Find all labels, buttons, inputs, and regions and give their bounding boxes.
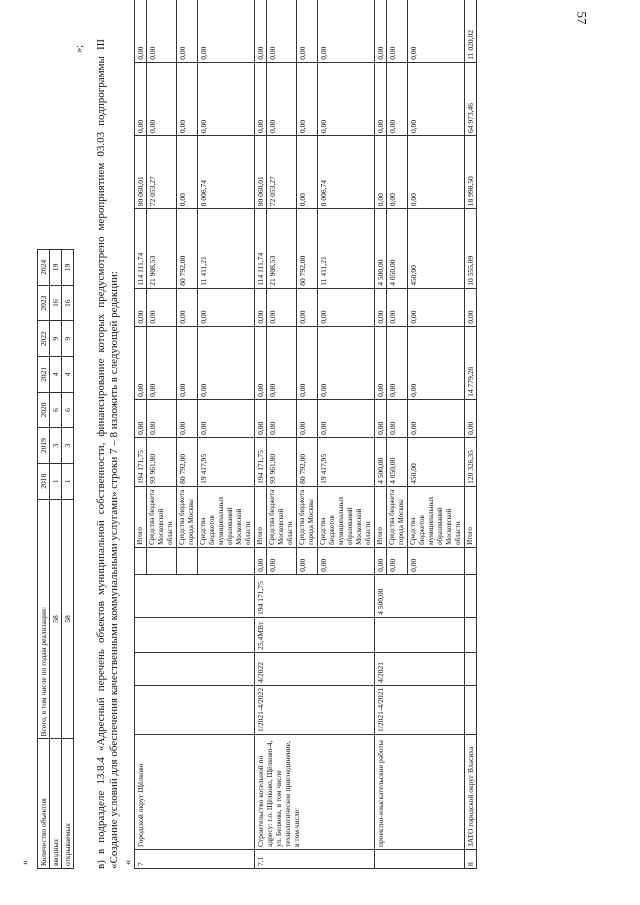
year-amount: 0,00 — [375, 136, 387, 209]
funded-amount — [198, 547, 255, 574]
header-cell: 2019 — [38, 428, 50, 464]
document-body — [20, 25, 477, 875]
funding-source: Средства бюджета Московской области — [267, 486, 297, 547]
year-amount: 0,00 — [318, 399, 375, 437]
commissioning-date — [465, 652, 477, 685]
year-amount: 0,00 — [387, 399, 408, 437]
year-amount: 0,00 — [267, 326, 297, 399]
year-amount: 64 973,46 — [465, 62, 477, 135]
object-name: проектно-изыскательские работы — [375, 735, 465, 850]
estimated-cost: 194 171,75 — [255, 574, 375, 617]
year-amount: 0,00 — [177, 136, 198, 209]
table-cell: 4 — [62, 357, 74, 393]
total-amount: 194 171,75 — [255, 437, 267, 486]
header-cell: 2024 — [38, 250, 50, 286]
total-amount: 80 792,00 — [297, 437, 318, 486]
year-amount: 0,00 — [297, 288, 318, 326]
year-amount: 72 053,27 — [267, 136, 297, 209]
year-amount: 0,00 — [408, 288, 465, 326]
header-cell: 2022 — [38, 321, 50, 357]
year-amount: 0,00 — [177, 399, 198, 437]
funding-source: Средства бюджета города Москвы — [297, 486, 318, 547]
funding-source: Итого — [255, 486, 267, 547]
funded-amount — [135, 547, 147, 574]
object-name: Городской округ Щёлково — [135, 735, 255, 850]
funding-source: Средства бюджетов муниципальных образований Московской области — [198, 486, 255, 547]
year-amount: 0,00 — [318, 288, 375, 326]
year-amount: 0,00 — [177, 62, 198, 135]
year-amount: 0,00 — [375, 399, 387, 437]
funding-source: Средства бюджета города Москвы — [387, 486, 408, 547]
year-amount: 0,00 — [387, 136, 408, 209]
table-cell: 4 — [50, 357, 62, 393]
year-amount: 80 792,00 — [297, 209, 318, 288]
year-amount: 0,00 — [375, 326, 387, 399]
count-table-header — [38, 250, 50, 869]
funded-amount: 0,00 — [267, 547, 297, 574]
quote-open-2: « — [123, 860, 134, 865]
count-table-closing: »; — [74, 45, 85, 53]
year-amount: 10 555,09 — [465, 209, 477, 288]
funding-source: Средства бюджета города Москвы — [177, 486, 198, 547]
year-amount: 0,00 — [408, 399, 465, 437]
funded-amount — [465, 547, 477, 574]
table-cell: 19 — [50, 250, 62, 286]
object-name: ЗАТО городской округ Власиха — [465, 735, 477, 850]
year-amount: 0,00 — [297, 326, 318, 399]
address-list-table — [134, 0, 477, 869]
estimated-cost: 4 500,00 — [375, 574, 465, 617]
header-cell: Количество объектов — [38, 739, 50, 869]
year-amount: 0,00 — [297, 62, 318, 135]
year-amount: 0,00 — [318, 326, 375, 399]
table-cell: 9 — [62, 321, 74, 357]
total-amount: 80 792,00 — [177, 437, 198, 486]
year-amount: 0,00 — [198, 0, 255, 62]
year-amount: 0,00 — [255, 0, 267, 62]
year-amount: 450,00 — [408, 209, 465, 288]
funded-amount — [147, 547, 177, 574]
commissioning-date: 4/2022 — [255, 652, 375, 685]
table-cell: 3 — [50, 428, 62, 464]
year-amount: 0,00 — [387, 62, 408, 135]
year-amount: 0,00 — [147, 326, 177, 399]
year-amount: 0,00 — [135, 326, 147, 399]
year-amount: 80 060,01 — [135, 136, 147, 209]
total-amount: 19 417,95 — [198, 437, 255, 486]
year-amount: 0,00 — [135, 399, 147, 437]
year-amount: 0,00 — [198, 62, 255, 135]
page-number: 57 — [574, 11, 590, 25]
funded-amount: 0,00 — [297, 547, 318, 574]
year-amount: 0,00 — [318, 62, 375, 135]
commissioning-date: 4/2021 — [375, 652, 465, 685]
total-amount: 194 171,75 — [135, 437, 147, 486]
year-amount: 0,00 — [267, 0, 297, 62]
year-amount: 0,00 — [465, 288, 477, 326]
implementation-period: 1/2021-4/2021 — [375, 685, 465, 734]
year-amount: 0,00 — [255, 288, 267, 326]
year-amount: 0,00 — [147, 288, 177, 326]
year-amount: 80 060,01 — [255, 136, 267, 209]
year-amount: 0,00 — [375, 62, 387, 135]
year-amount: 0,00 — [147, 399, 177, 437]
year-amount: 0,00 — [297, 0, 318, 62]
funding-source: Итого — [465, 486, 477, 547]
capacity — [465, 617, 477, 652]
year-amount: 18 998,50 — [465, 136, 477, 209]
table-row — [62, 250, 74, 869]
year-amount: 0,00 — [255, 399, 267, 437]
row-label: вводных — [50, 739, 62, 869]
year-amount: 0,00 — [408, 136, 465, 209]
total-amount: 19 417,95 — [318, 437, 375, 486]
year-amount: 0,00 — [318, 0, 375, 62]
year-amount: 21 908,53 — [147, 209, 177, 288]
objects-count-table — [37, 249, 74, 869]
year-amount: 0,00 — [147, 62, 177, 135]
year-amount: 0,00 — [267, 62, 297, 135]
row-label: открываемых — [62, 739, 74, 869]
funding-source: Средства бюджетов муниципальных образований Московской области — [408, 486, 465, 547]
year-amount: 8 006,74 — [198, 136, 255, 209]
table-cell: 58 — [62, 499, 74, 739]
year-amount: 0,00 — [135, 0, 147, 62]
table-row — [135, 0, 147, 869]
table-cell: 16 — [62, 285, 74, 321]
year-amount: 0,00 — [198, 326, 255, 399]
year-amount: 0,00 — [267, 399, 297, 437]
table-cell: 19 — [62, 250, 74, 286]
year-amount: 0,00 — [297, 399, 318, 437]
implementation-period — [135, 685, 255, 734]
table-cell: 6 — [62, 392, 74, 428]
amendment-paragraph: в) в подразделе 13.8.4 «Адресный перечень объектов муниципальной собственности, финансирование которых предусмотрено мероприятием 03.03 подпрограммы III «Создание условий для обеспечения качественными коммунальными услугами» строки 7 – 8 изложить в следующей редакции: — [95, 39, 120, 869]
year-amount: 8 006,74 — [318, 136, 375, 209]
year-amount: 0,00 — [255, 62, 267, 135]
row-number: 7 — [135, 850, 255, 869]
total-amount: 4 050,00 — [387, 437, 408, 486]
year-amount: 0,00 — [177, 326, 198, 399]
total-amount: 93 961,80 — [267, 437, 297, 486]
year-amount: 4 050,00 — [387, 209, 408, 288]
year-amount: 11 411,21 — [318, 209, 375, 288]
year-amount: 0,00 — [408, 326, 465, 399]
header-cell: 2021 — [38, 357, 50, 393]
capacity — [375, 617, 465, 652]
funding-source: Средства бюджетов муниципальных образований Московской области — [318, 486, 375, 547]
capacity — [135, 617, 255, 652]
table-row — [465, 0, 477, 869]
row-number: 8 — [465, 850, 477, 869]
total-amount: 120 326,35 — [465, 437, 477, 486]
quote-open: « — [20, 860, 31, 865]
year-amount: 11 411,21 — [198, 209, 255, 288]
year-amount: 0,00 — [177, 288, 198, 326]
table-cell: 6 — [50, 392, 62, 428]
funded-amount — [177, 547, 198, 574]
implementation-period: 1/2021-4/2022 — [255, 685, 375, 734]
year-amount: 0,00 — [408, 62, 465, 135]
year-amount: 0,00 — [267, 288, 297, 326]
year-amount: 0,00 — [147, 0, 177, 62]
year-amount: 0,00 — [387, 288, 408, 326]
header-cell: 2020 — [38, 392, 50, 428]
object-name: Строительство котельной по адресу: г.о. Щёлково, Щёлково-4, ул. Беляева, в том числе технологическое присоединение, в том числе: — [255, 735, 375, 850]
year-amount: 72 053,27 — [147, 136, 177, 209]
year-amount: 0,00 — [387, 326, 408, 399]
year-amount: 4 500,00 — [375, 209, 387, 288]
implementation-period — [465, 685, 477, 734]
year-amount: 0,00 — [135, 62, 147, 135]
year-amount: 0,00 — [375, 0, 387, 62]
total-amount: 93 961,80 — [147, 437, 177, 486]
table-row — [255, 0, 267, 869]
funding-source: Итого — [135, 486, 147, 547]
row-number — [375, 850, 465, 869]
year-amount: 0,00 — [135, 288, 147, 326]
table-row — [50, 250, 62, 869]
estimated-cost — [465, 574, 477, 617]
year-amount: 0,00 — [255, 326, 267, 399]
year-amount: 0,00 — [375, 288, 387, 326]
estimated-cost — [135, 574, 255, 617]
table-cell: 3 — [62, 428, 74, 464]
table-cell: 9 — [50, 321, 62, 357]
year-amount: 0,00 — [387, 0, 408, 62]
header-cell: 2023 — [38, 285, 50, 321]
year-amount: 80 792,00 — [177, 209, 198, 288]
year-amount: 0,00 — [198, 288, 255, 326]
header-cell: 2018 — [38, 463, 50, 499]
table-cell: 1 — [62, 463, 74, 499]
commissioning-date — [135, 652, 255, 685]
funded-amount: 0,00 — [255, 547, 267, 574]
funded-amount: 0,00 — [318, 547, 375, 574]
funded-amount: 0,00 — [408, 547, 465, 574]
row-number: 7.1 — [255, 850, 375, 869]
header-cell: Всего, в том числе по годам реализации: — [38, 499, 50, 739]
funded-amount: 0,00 — [375, 547, 387, 574]
year-amount: 21 908,53 — [267, 209, 297, 288]
year-amount: 0,00 — [198, 399, 255, 437]
year-amount: 0,00 — [465, 399, 477, 437]
table-cell: 1 — [50, 463, 62, 499]
table-cell: 16 — [50, 285, 62, 321]
funding-source: Средства бюджета Московской области — [147, 486, 177, 547]
table-row — [375, 0, 387, 869]
total-amount: 4 500,00 — [375, 437, 387, 486]
table-cell: 58 — [50, 499, 62, 739]
year-amount: 114 111,74 — [135, 209, 147, 288]
year-amount: 114 111,74 — [255, 209, 267, 288]
total-amount: 450,00 — [408, 437, 465, 486]
funded-amount: 0,00 — [387, 547, 408, 574]
year-amount: 0,00 — [408, 0, 465, 62]
year-amount: 0,00 — [297, 136, 318, 209]
year-amount: 14 779,28 — [465, 326, 477, 399]
funding-source: Итого — [375, 486, 387, 547]
capacity: 25,4МВт — [255, 617, 375, 652]
year-amount: 11 020,02 — [465, 0, 477, 62]
year-amount: 0,00 — [177, 0, 198, 62]
